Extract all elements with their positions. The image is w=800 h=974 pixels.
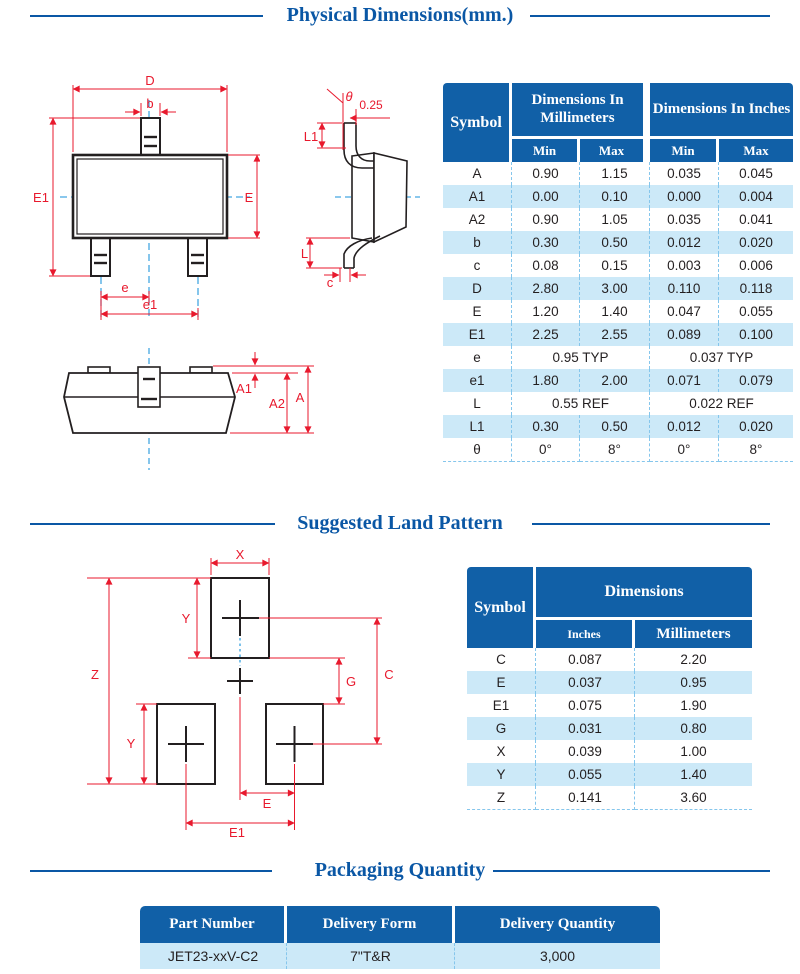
symbol-cell: G [467, 717, 536, 740]
symbol-cell: L [443, 392, 512, 415]
value-cell: 0.071 [650, 369, 719, 392]
value-cell: 0.08 [512, 254, 580, 277]
value-cell: 0.035 [650, 208, 719, 231]
front-view-body [64, 367, 235, 433]
dim-row-A2 [443, 208, 793, 231]
value-cell: 0.95 TYP [512, 346, 650, 369]
symbol-cell: E [443, 300, 512, 323]
dim-label-e1: e1 [142, 297, 158, 312]
symbol-cell: e [443, 346, 512, 369]
symbol-cell: E [467, 671, 536, 694]
drawing-package-front-view [40, 340, 325, 475]
column-header-delivery-quantity: Delivery Quantity [455, 906, 660, 943]
value-cell: 8° [580, 438, 650, 462]
part-number-cell: JET23-xxV-C2 [140, 943, 287, 969]
value-cell: 0° [512, 438, 580, 462]
value-cell: 0.15 [580, 254, 650, 277]
value-cell: 1.40 [580, 300, 650, 323]
dim-label-c: c [326, 275, 334, 290]
column-group-inches: Dimensions In Inches [650, 83, 793, 139]
value-cell: 0.037 [536, 671, 635, 694]
dim-row-e1 [443, 369, 793, 392]
value-cell: 0.10 [580, 185, 650, 208]
value-cell: 0.90 [512, 162, 580, 185]
dim-row-E1 [443, 323, 793, 346]
symbol-cell: e1 [443, 369, 512, 392]
column-group-millimeters: Dimensions In Millimeters [512, 83, 650, 139]
dim-label-D: D [145, 73, 155, 88]
value-cell: 0.020 [719, 231, 793, 254]
column-group-dimensions: Dimensions [536, 567, 752, 620]
heading-rule-right [530, 15, 770, 17]
value-cell: 8° [719, 438, 793, 462]
value-cell: 0.055 [536, 763, 635, 786]
dim-label-A: A [295, 390, 305, 405]
dim-label-Y-bottom: Y [126, 736, 136, 751]
value-cell: 0.075 [536, 694, 635, 717]
dim-row-theta [443, 438, 793, 462]
land-pattern-table [467, 567, 752, 810]
dim-label-L: L [300, 246, 309, 261]
section-title-physical-dimensions: Physical Dimensions(mm.) [286, 4, 514, 26]
packaging-row [140, 943, 660, 969]
value-cell: 0.039 [536, 740, 635, 763]
dim-label-e: e [121, 280, 129, 295]
packaging-table-header-row [140, 906, 660, 943]
dim-label-E: E [262, 796, 272, 811]
land-row-E1 [467, 694, 752, 717]
value-cell: 1.90 [635, 694, 752, 717]
land-row-E [467, 671, 752, 694]
dim-row-L [443, 392, 793, 415]
delivery-form-cell: 7"T&R [287, 943, 455, 969]
dim-label-E1: E1 [33, 190, 49, 205]
land-row-Y [467, 763, 752, 786]
land-row-Z [467, 786, 752, 810]
symbol-cell: A [443, 162, 512, 185]
value-cell: 0.50 [580, 415, 650, 438]
dim-row-D [443, 277, 793, 300]
value-cell: 0.141 [536, 786, 635, 810]
symbol-cell: E1 [443, 323, 512, 346]
symbol-cell: A2 [443, 208, 512, 231]
value-cell: 0.004 [719, 185, 793, 208]
dim-label-X: X [235, 547, 245, 562]
dim-label-theta: θ [345, 89, 353, 104]
dim-row-e [443, 346, 793, 369]
value-cell: 0.80 [635, 717, 752, 740]
symbol-cell: D [443, 277, 512, 300]
value-cell: 2.25 [512, 323, 580, 346]
value-cell: 1.05 [580, 208, 650, 231]
section-title-packaging-quantity: Packaging Quantity [314, 859, 486, 881]
dim-label-b: b [146, 96, 154, 111]
side-view-body [344, 123, 407, 268]
value-cell: 2.00 [580, 369, 650, 392]
symbol-cell: A1 [443, 185, 512, 208]
dim-row-A1 [443, 185, 793, 208]
value-cell: 0.012 [650, 231, 719, 254]
drawing-package-top-view [30, 72, 260, 327]
dim-row-c [443, 254, 793, 277]
packaging-quantity-table [140, 906, 660, 969]
symbol-cell: E1 [467, 694, 536, 717]
column-header-symbol: Symbol [467, 567, 536, 648]
delivery-quantity-cell: 3,000 [455, 943, 660, 969]
heading-rule-right [532, 523, 770, 525]
dim-label-C: C [384, 667, 394, 682]
value-cell: 3.60 [635, 786, 752, 810]
value-cell: 0.089 [650, 323, 719, 346]
dim-label-G: G [345, 674, 357, 689]
dim-row-L1 [443, 415, 793, 438]
section-title-land-pattern: Suggested Land Pattern [297, 512, 503, 534]
column-header-millimeters: Millimeters [635, 620, 752, 648]
heading-rule-right [493, 870, 770, 872]
value-cell: 0.031 [536, 717, 635, 740]
value-cell: 0.041 [719, 208, 793, 231]
value-cell: 0.035 [650, 162, 719, 185]
value-cell: 0.50 [580, 231, 650, 254]
value-cell: 0.90 [512, 208, 580, 231]
top-view-body [73, 118, 227, 276]
symbol-cell: C [467, 648, 536, 671]
value-cell: 0.020 [719, 415, 793, 438]
value-cell: 0.000 [650, 185, 719, 208]
column-header-delivery-form: Delivery Form [287, 906, 455, 943]
dim-label-offset: 0.25 [359, 98, 383, 112]
dim-label-Y-top: Y [181, 611, 191, 626]
symbol-cell: X [467, 740, 536, 763]
value-cell: 2.55 [580, 323, 650, 346]
value-cell: 1.00 [635, 740, 752, 763]
value-cell: 0.087 [536, 648, 635, 671]
dim-table-group-header-row [443, 83, 793, 139]
value-cell: 0° [650, 438, 719, 462]
column-header-mm-max: Max [580, 139, 650, 162]
value-cell: 2.20 [635, 648, 752, 671]
front-view-labels [236, 381, 305, 411]
column-header-mm-min: Min [512, 139, 580, 162]
dim-row-b [443, 231, 793, 254]
symbol-cell: c [443, 254, 512, 277]
dim-row-E [443, 300, 793, 323]
value-cell: 0.30 [512, 231, 580, 254]
column-header-inches: Inches [536, 620, 635, 648]
column-header-part-number: Part Number [140, 906, 287, 943]
value-cell: 0.95 [635, 671, 752, 694]
value-cell: 1.20 [512, 300, 580, 323]
drawing-land-pattern [70, 545, 410, 850]
dim-label-L1: L1 [303, 129, 319, 144]
value-cell: 0.118 [719, 277, 793, 300]
value-cell: 1.15 [580, 162, 650, 185]
value-cell: 0.55 REF [512, 392, 650, 415]
dim-row-A [443, 162, 793, 185]
column-header-in-min: Min [650, 139, 719, 162]
symbol-cell: b [443, 231, 512, 254]
land-table-group-header-row [467, 567, 752, 620]
column-header-symbol: Symbol [443, 83, 512, 162]
value-cell: 0.037 TYP [650, 346, 793, 369]
value-cell: 0.30 [512, 415, 580, 438]
value-cell: 1.40 [635, 763, 752, 786]
dim-label-E1: E1 [229, 825, 245, 840]
value-cell: 0.110 [650, 277, 719, 300]
value-cell: 0.079 [719, 369, 793, 392]
symbol-cell: Y [467, 763, 536, 786]
land-row-G [467, 717, 752, 740]
dim-label-A1: A1 [236, 381, 252, 396]
value-cell: 3.00 [580, 277, 650, 300]
value-cell: 0.047 [650, 300, 719, 323]
value-cell: 0.045 [719, 162, 793, 185]
value-cell: 0.100 [719, 323, 793, 346]
dim-label-E: E [244, 190, 254, 205]
column-header-in-max: Max [719, 139, 793, 162]
value-cell: 2.80 [512, 277, 580, 300]
symbol-cell: L1 [443, 415, 512, 438]
value-cell: 0.006 [719, 254, 793, 277]
value-cell: 0.003 [650, 254, 719, 277]
value-cell: 0.055 [719, 300, 793, 323]
symbol-cell: θ [443, 438, 512, 462]
value-cell: 0.022 REF [650, 392, 793, 415]
dim-label-A2: A2 [269, 396, 285, 411]
value-cell: 0.012 [650, 415, 719, 438]
dimensions-table [443, 83, 793, 462]
dim-label-Z: Z [91, 667, 99, 682]
symbol-cell: Z [467, 786, 536, 810]
drawing-package-side-view [300, 75, 440, 290]
value-cell: 1.80 [512, 369, 580, 392]
land-row-X [467, 740, 752, 763]
value-cell: 0.00 [512, 185, 580, 208]
land-row-C [467, 648, 752, 671]
